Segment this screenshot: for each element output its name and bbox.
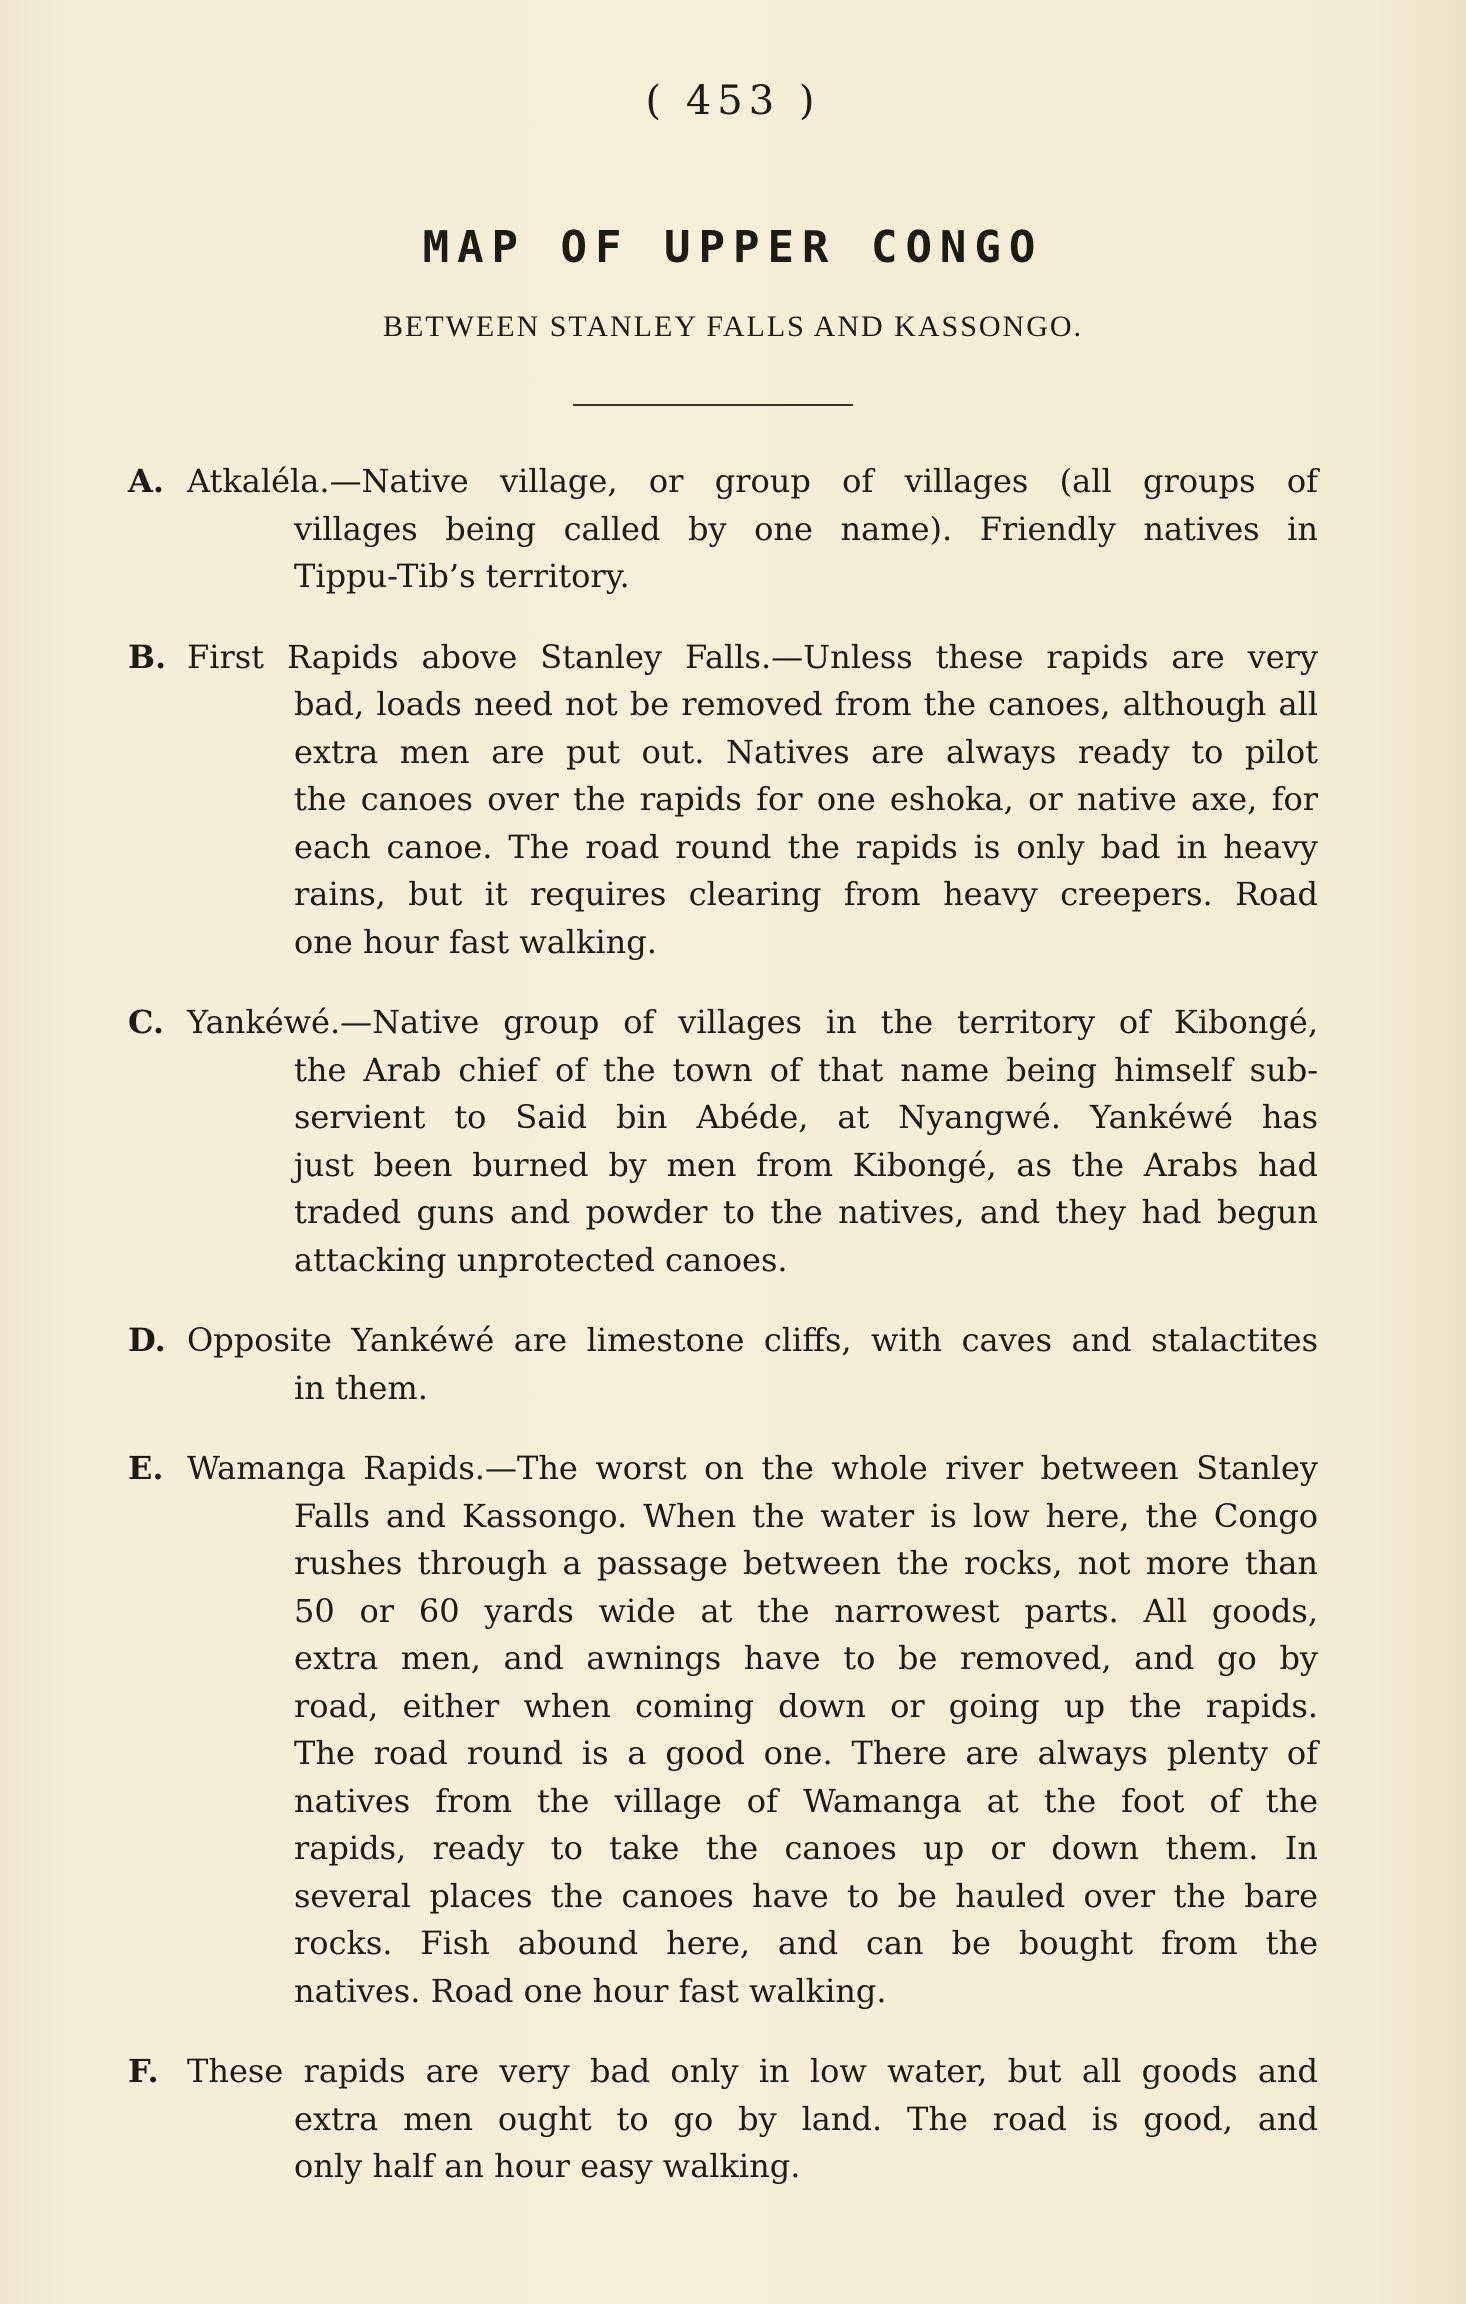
- entry-line: several places the canoes have to be hauled over the bare: [294, 1876, 1318, 1915]
- entry-line: bad, loads need not be removed from the canoes, although all: [294, 685, 1318, 723]
- entry-line: rapids, ready to take the canoes up or down them. In: [294, 1829, 1318, 1867]
- entry-line: The road round is a good one. There are always plenty of: [294, 1734, 1318, 1772]
- entry-line: extra men are put out. Natives are always ready to pilot: [294, 732, 1318, 771]
- page-number: ( 453 ): [645, 78, 821, 124]
- entry-line: rocks. Fish abound here, and can be bought from the: [294, 1924, 1318, 1962]
- entry-line: attacking unprotected canoes.: [294, 1240, 788, 1279]
- entry-line: road, either when coming down or going up the rapids.: [294, 1686, 1318, 1725]
- entry-line: natives from the village of Wamanga at the foot of the: [294, 1781, 1318, 1820]
- entry-line: the canoes over the rapids for one eshoka, or native axe, for: [294, 780, 1318, 818]
- entry-d: [118, 1317, 1318, 1412]
- entry-line: natives. Road one hour fast walking.: [294, 1971, 887, 2010]
- entry-letter: B.: [128, 637, 167, 676]
- entry-line: rushes through a passage between the rocks, not more than: [294, 1544, 1318, 1582]
- entry-letter: F.: [128, 2052, 159, 2090]
- entry-letter: D.: [128, 1321, 166, 1359]
- entry-line: just been burned by men from Kibongé, as the Arabs had: [294, 1145, 1318, 1184]
- entry-letter: C.: [128, 1003, 165, 1041]
- entry-line: Yankéwé.—Native group of villages in the territory of Kibongé,: [187, 1003, 1318, 1041]
- entry-line: one hour fast walking.: [294, 922, 657, 961]
- entry-line: the Arab chief of the town of that name being himself sub-: [294, 1050, 1318, 1089]
- entry-line: These rapids are very bad only in low water, but all goods and: [187, 2052, 1318, 2090]
- entry-letter: E.: [128, 1449, 164, 1487]
- entry-line: Falls and Kassongo. When the water is low here, the Congo: [294, 1496, 1318, 1535]
- entry-line: in them.: [294, 1368, 428, 1407]
- entry-line: rains, but it requires clearing from heavy creepers. Road: [294, 875, 1318, 913]
- entry-line: extra men, and awnings have to be removed, and go by: [294, 1639, 1318, 1677]
- entry-letter: A.: [128, 462, 164, 500]
- entry-line: 50 or 60 yards wide at the narrowest parts. All goods,: [294, 1591, 1318, 1630]
- entry-line: traded guns and powder to the natives, and they had begun: [294, 1193, 1318, 1231]
- entry-line: only half an hour easy walking.: [294, 2147, 801, 2185]
- divider-rule: [573, 404, 853, 406]
- entry-b: [118, 634, 1318, 967]
- entry-a: [118, 458, 1318, 601]
- entry-c: [118, 999, 1318, 1284]
- entry-line: each canoe. The road round the rapids is only bad in heavy: [294, 827, 1318, 866]
- entry-line: servient to Said bin Abéde, at Nyangwé. Yankéwé has: [294, 1098, 1318, 1136]
- entry-line: Tippu-Tib’s territory.: [294, 557, 630, 595]
- entry-line: Atkaléla.—Native village, or group of villages (all groups of: [187, 462, 1318, 500]
- entry-line: Wamanga Rapids.—The worst on the whole river between Stanley: [187, 1449, 1318, 1487]
- entry-line: Opposite Yankéwé are limestone cliffs, with caves and stalactites: [187, 1321, 1318, 1359]
- map-key-entries: [118, 458, 1318, 2224]
- entry-f: [118, 2048, 1318, 2191]
- entry-line: villages being called by one name). Friendly natives in: [294, 509, 1318, 548]
- entry-line: First Rapids above Stanley Falls.—Unless these rapids are very: [187, 637, 1318, 676]
- entry-e: [118, 1445, 1318, 2015]
- page-title: MAP OF UPPER CONGO: [422, 222, 1044, 273]
- page-subtitle: BETWEEN STANLEY FALLS AND KASSONGO.: [382, 310, 1084, 343]
- entry-line: extra men ought to go by land. The road is good, and: [294, 2099, 1318, 2138]
